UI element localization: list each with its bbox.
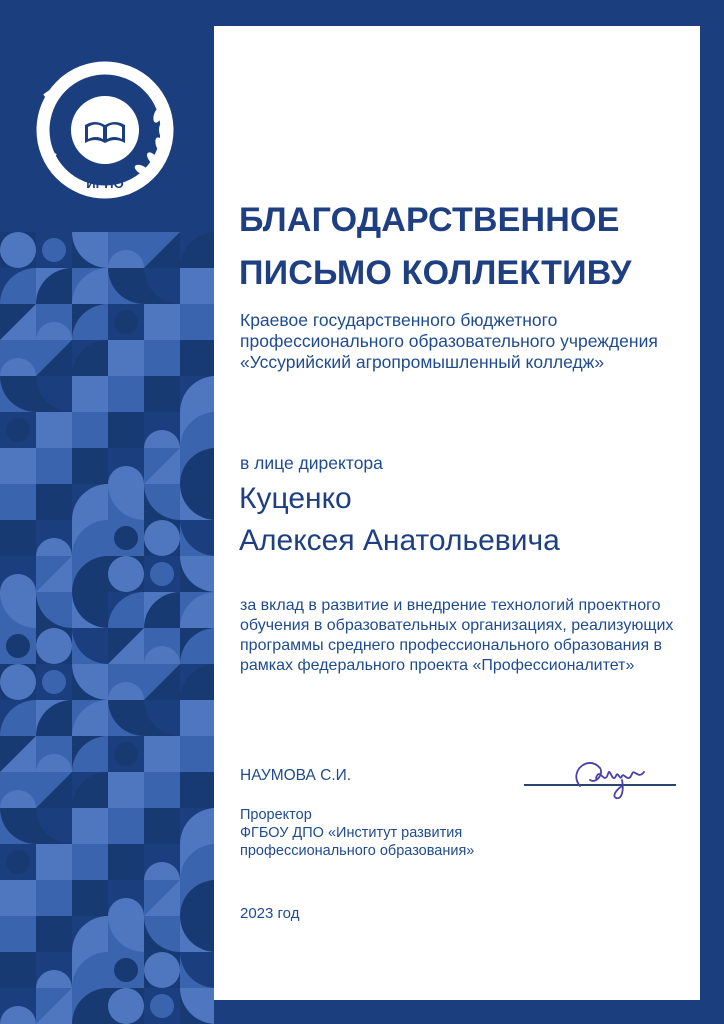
pattern-circle <box>108 988 144 1024</box>
pattern-dot <box>6 850 30 874</box>
letter-title <box>239 194 694 300</box>
pattern-dot <box>42 238 66 262</box>
logo-abbr: ИРПО <box>86 176 124 191</box>
signer-institution-line-1: ФГБОУ ДПО «Институт развития <box>240 825 463 841</box>
pattern-circle <box>144 952 180 988</box>
pattern-dot <box>114 742 138 766</box>
signer-name: НАУМОВА С.И. <box>240 767 352 784</box>
letter-year: 2023 год <box>240 905 300 922</box>
pattern-circle <box>0 664 36 700</box>
pattern-circle <box>0 880 36 916</box>
pattern-dot <box>150 562 174 586</box>
pattern-circle <box>144 736 180 772</box>
pattern-dot <box>150 778 174 802</box>
recipient-organization: Краевое государственного бюджетного профессионального образовательного учреждения «Уссурийский агропромышленный колледж» <box>240 310 658 372</box>
signer-position-title: Проректор <box>240 807 312 823</box>
pattern-circle <box>108 772 144 808</box>
decorative-geometric-pattern <box>0 232 214 1024</box>
gratitude-reason: за вклад в развитие и внедрение технологий проектного обучения в образовательных организациях, реализующих программы среднего профессионального образования в рамках федерального проекта «Профессионалитет» <box>240 597 674 674</box>
book-icon <box>85 122 125 143</box>
signer-institution-line-2: профессионального образования» <box>240 843 475 859</box>
pattern-dot <box>150 346 174 370</box>
recipient-name <box>239 478 694 562</box>
pattern-dot <box>150 994 174 1018</box>
pattern-circle <box>36 628 72 664</box>
title-line-2: ПИСЬМО КОЛЛЕКТИВУ <box>239 254 632 292</box>
pattern-dot <box>6 418 30 442</box>
pattern-circle <box>108 556 144 592</box>
intro-text: в лице директора <box>240 453 383 473</box>
pattern-dot <box>42 886 66 910</box>
pattern-circle <box>36 412 72 448</box>
pattern-dot <box>114 526 138 550</box>
pattern-circle <box>144 304 180 340</box>
pattern-circle <box>0 232 36 268</box>
pattern-dot <box>114 310 138 334</box>
recipient-surname: Куценко <box>239 482 352 515</box>
pattern-circle <box>108 340 144 376</box>
pattern-circle <box>36 844 72 880</box>
pattern-dot <box>42 454 66 478</box>
pattern-dot <box>6 634 30 658</box>
pattern-circle <box>144 520 180 556</box>
title-line-1: БЛАГОДАРСТВЕННОЕ <box>239 201 620 239</box>
letter-card <box>214 26 700 1000</box>
recipient-given-names: Алексея Анатольевича <box>239 524 560 557</box>
pattern-dot <box>114 958 138 982</box>
signer-position <box>240 806 540 860</box>
pattern-circle <box>0 448 36 484</box>
pattern-dot <box>42 670 66 694</box>
irpo-logo <box>30 55 180 205</box>
handwritten-signature <box>566 750 650 806</box>
